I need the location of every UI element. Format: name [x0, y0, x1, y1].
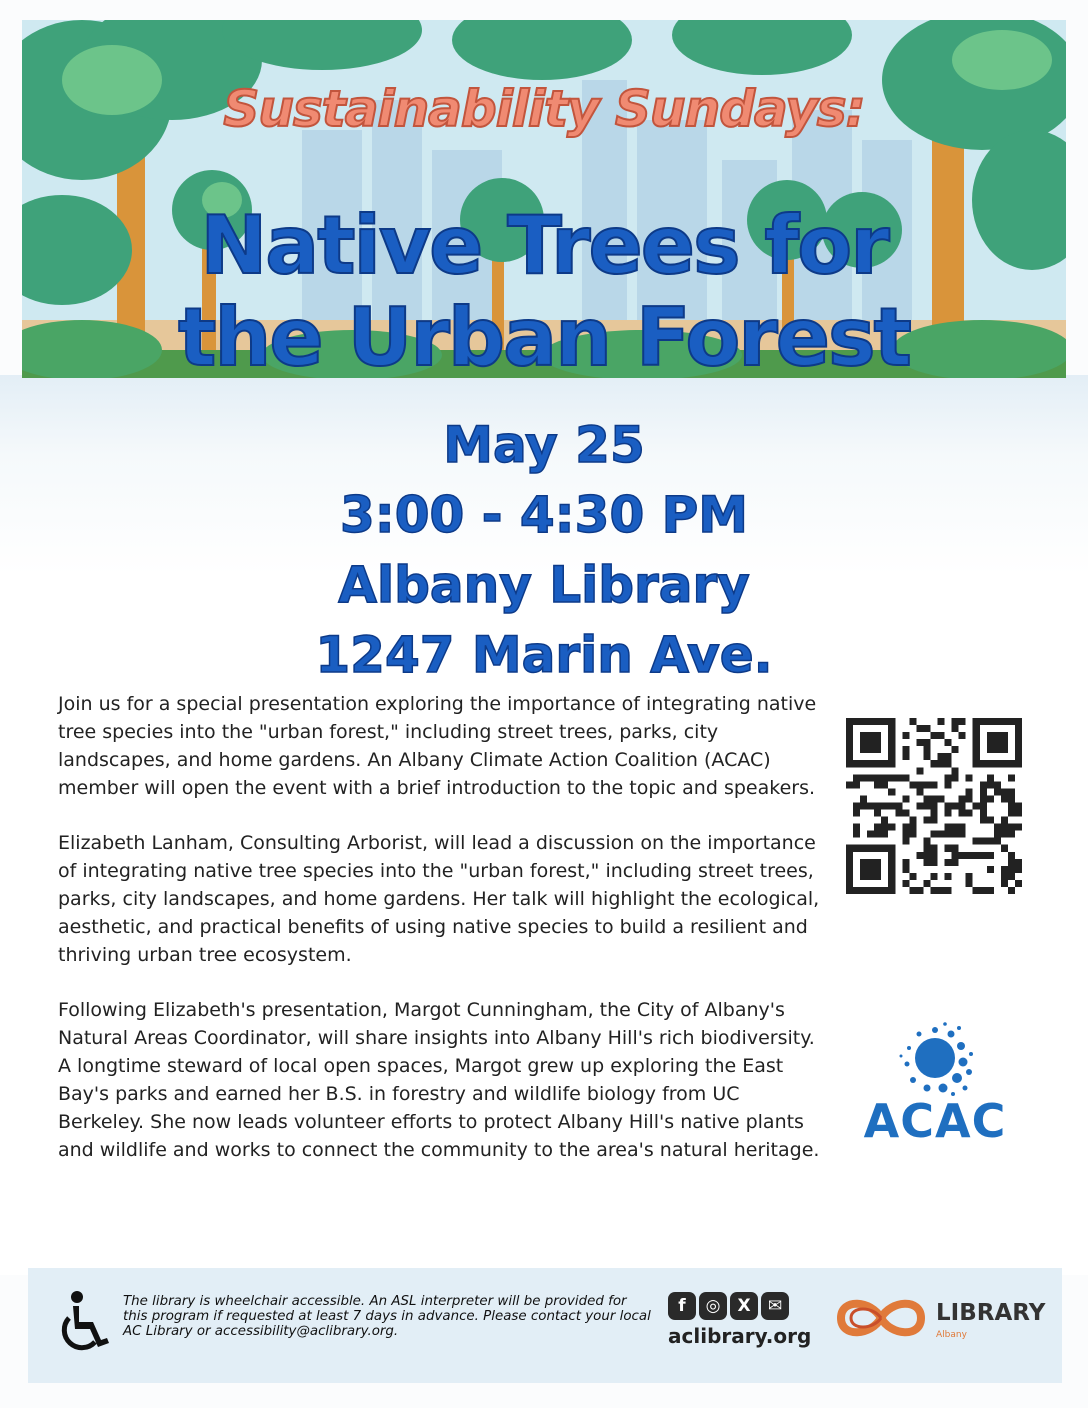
library-name: LIBRARY — [936, 1300, 1046, 1326]
x-icon[interactable]: X — [730, 1292, 758, 1320]
instagram-icon[interactable]: ◎ — [699, 1292, 727, 1320]
acac-wordmark: ACAC — [863, 1094, 1007, 1148]
qr-code[interactable] — [845, 718, 1023, 898]
infinity-logo-icon — [833, 1290, 929, 1346]
banner-subtitle: Sustainability Sundays: — [223, 80, 865, 138]
banner-title-line-1: Native Trees for — [200, 199, 888, 292]
event-time: 3:00 - 4:30 PM — [339, 486, 749, 544]
acac-logo — [855, 1018, 1015, 1148]
social-links — [668, 1292, 811, 1348]
footer-bar — [28, 1268, 1062, 1383]
website-link[interactable]: aclibrary.org — [668, 1324, 812, 1348]
header-banner — [22, 20, 1066, 378]
speaker-cunningham-paragraph: Following Elizabeth's presentation, Margot Cunningham, the City of Albany's Natural Areas Coordinator, will share insights into Albany Hill's rich biodiversity. A longtime steward of local open spaces, Margot grew up exploring the East Bay's parks and earned her B.S. in forestry and wildlife biology from UC Berkeley. She now leads volunteer efforts to protect Albany Hill's native plants and wildlife and works to connect the community to the area's natural heritage. — [58, 999, 820, 1161]
facebook-icon[interactable]: f — [668, 1292, 696, 1320]
email-icon[interactable]: ✉ — [761, 1292, 789, 1320]
event-details — [0, 410, 1088, 690]
event-date: May 25 — [443, 416, 645, 474]
library-logo — [833, 1290, 1046, 1350]
intro-paragraph: Join us for a special presentation exploring the importance of integrating native tree species into the "urban forest," including street trees, parks, city landscapes, and home gardens. An Albany Climate Action Coalition (ACAC) member will open the event with a brief introduction to the topic and speakers. — [58, 693, 817, 799]
event-venue: Albany Library — [338, 556, 750, 614]
event-description — [58, 690, 828, 1191]
speaker-lanham-paragraph: Elizabeth Lanham, Consulting Arborist, will lead a discussion on the importance of integrating native tree species into the "urban forest," including street trees, parks, city landscapes, and home gardens. Her talk will highlight the ecological, aesthetic, and practical benefits of using native species to build a resilient and thriving urban tree ecosystem. — [58, 832, 820, 966]
library-branch: Albany — [936, 1330, 967, 1340]
banner-title-line-2: the Urban Forest — [178, 291, 910, 378]
acac-sun-icon — [895, 1018, 975, 1098]
banner-title — [22, 200, 1066, 378]
event-address: 1247 Marin Ave. — [315, 626, 773, 684]
wheelchair-accessible-icon — [55, 1290, 111, 1352]
accessibility-notice: The library is wheelchair accessible. An ASL interpreter will be provided for this program if requested at least 7 days in advance. Please contact your local AC Library or accessibility@aclibrary.org. — [123, 1294, 651, 1339]
